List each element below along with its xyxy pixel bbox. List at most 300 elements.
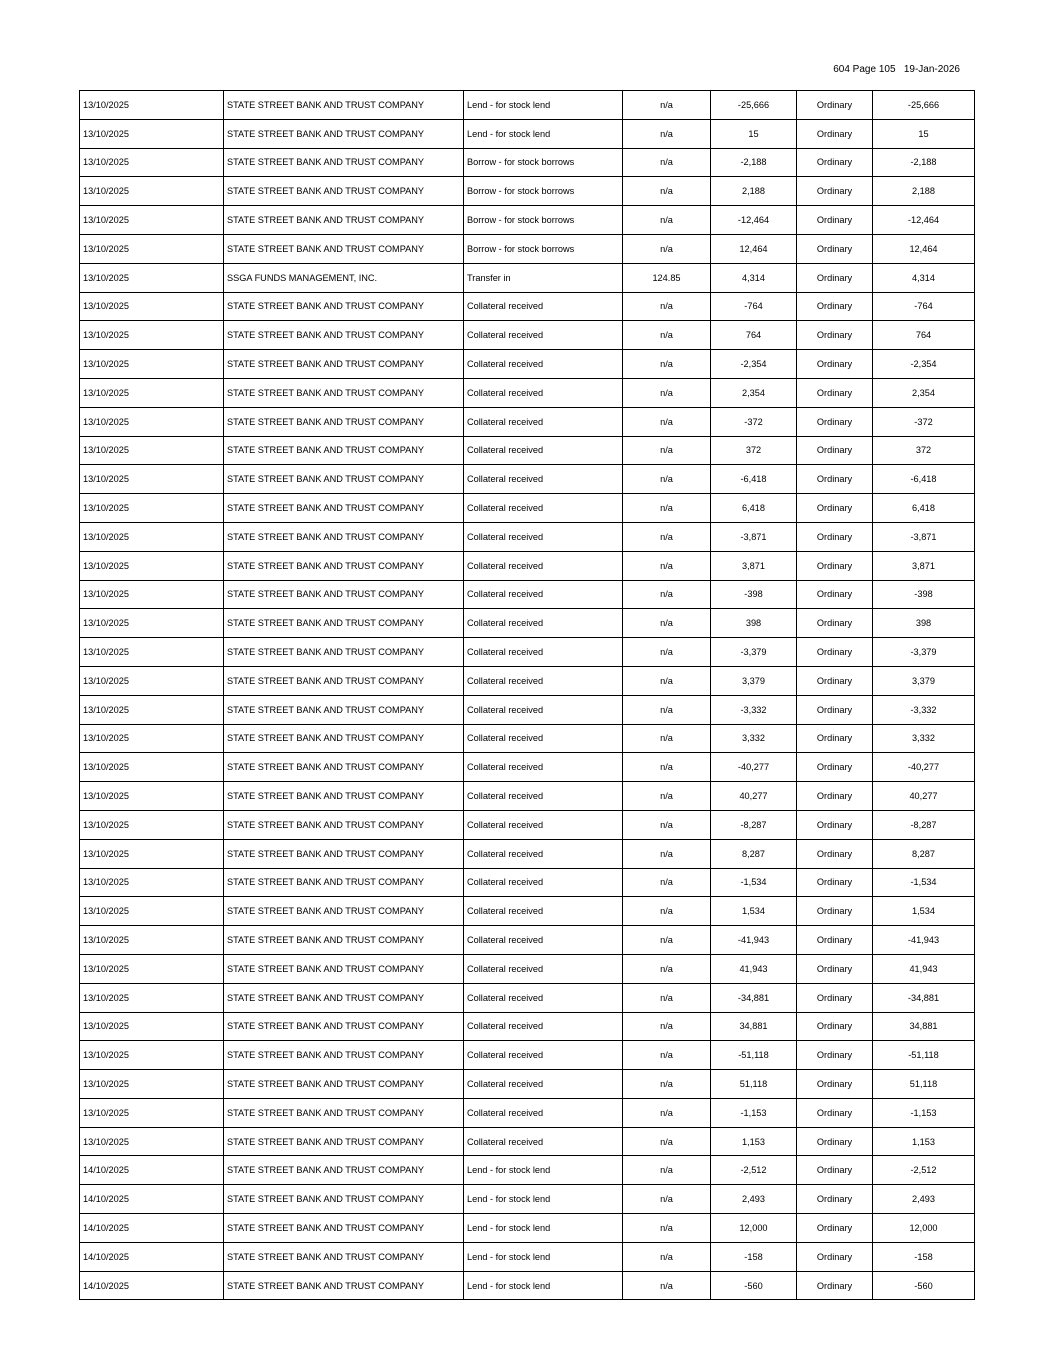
nature-cell: Borrow - for stock borrows <box>464 234 623 263</box>
date-cell: 14/10/2025 <box>80 1156 224 1185</box>
date-cell: 13/10/2025 <box>80 494 224 523</box>
table-row <box>80 1098 975 1127</box>
nature-cell: Collateral received <box>464 1098 623 1127</box>
table-row <box>80 1041 975 1070</box>
holder-cell: STATE STREET BANK AND TRUST COMPANY <box>224 1041 464 1070</box>
quantity-cell: -2,354 <box>711 350 797 379</box>
table-row <box>80 954 975 983</box>
votes-cell: -25,666 <box>873 91 975 120</box>
consideration-cell: n/a <box>623 378 711 407</box>
table-row <box>80 782 975 811</box>
votes-cell: 1,153 <box>873 1127 975 1156</box>
consideration-cell: n/a <box>623 1127 711 1156</box>
class-cell: Ordinary <box>797 436 873 465</box>
holder-cell: STATE STREET BANK AND TRUST COMPANY <box>224 782 464 811</box>
holder-cell: STATE STREET BANK AND TRUST COMPANY <box>224 810 464 839</box>
quantity-cell: -25,666 <box>711 91 797 120</box>
consideration-cell: n/a <box>623 1070 711 1099</box>
votes-cell: 398 <box>873 609 975 638</box>
class-cell: Ordinary <box>797 148 873 177</box>
votes-cell: -51,118 <box>873 1041 975 1070</box>
quantity-cell: 15 <box>711 119 797 148</box>
class-cell: Ordinary <box>797 638 873 667</box>
quantity-cell: -3,379 <box>711 638 797 667</box>
nature-cell: Collateral received <box>464 407 623 436</box>
table-row <box>80 350 975 379</box>
quantity-cell: -34,881 <box>711 983 797 1012</box>
votes-cell: -2,188 <box>873 148 975 177</box>
date-cell: 13/10/2025 <box>80 1041 224 1070</box>
table-row <box>80 1185 975 1214</box>
consideration-cell: n/a <box>623 1185 711 1214</box>
table-row <box>80 1070 975 1099</box>
votes-cell: 3,332 <box>873 724 975 753</box>
quantity-cell: -3,871 <box>711 522 797 551</box>
class-cell: Ordinary <box>797 1127 873 1156</box>
quantity-cell: 3,332 <box>711 724 797 753</box>
class-cell: Ordinary <box>797 1070 873 1099</box>
votes-cell: -764 <box>873 292 975 321</box>
class-cell: Ordinary <box>797 954 873 983</box>
date-cell: 14/10/2025 <box>80 1271 224 1300</box>
table-row <box>80 724 975 753</box>
quantity-cell: 1,534 <box>711 897 797 926</box>
quantity-cell: -8,287 <box>711 810 797 839</box>
holder-cell: STATE STREET BANK AND TRUST COMPANY <box>224 724 464 753</box>
date-cell: 13/10/2025 <box>80 407 224 436</box>
table-row <box>80 638 975 667</box>
consideration-cell: n/a <box>623 234 711 263</box>
date-cell: 13/10/2025 <box>80 983 224 1012</box>
class-cell: Ordinary <box>797 753 873 782</box>
holder-cell: STATE STREET BANK AND TRUST COMPANY <box>224 839 464 868</box>
nature-cell: Lend - for stock lend <box>464 1242 623 1271</box>
quantity-cell: -158 <box>711 1242 797 1271</box>
date-cell: 13/10/2025 <box>80 177 224 206</box>
holder-cell: STATE STREET BANK AND TRUST COMPANY <box>224 1156 464 1185</box>
table-row <box>80 1156 975 1185</box>
quantity-cell: -51,118 <box>711 1041 797 1070</box>
consideration-cell: n/a <box>623 465 711 494</box>
quantity-cell: 764 <box>711 321 797 350</box>
table-row <box>80 839 975 868</box>
votes-cell: 764 <box>873 321 975 350</box>
nature-cell: Collateral received <box>464 724 623 753</box>
date-cell: 13/10/2025 <box>80 148 224 177</box>
consideration-cell: n/a <box>623 551 711 580</box>
votes-cell: 41,943 <box>873 954 975 983</box>
nature-cell: Collateral received <box>464 810 623 839</box>
quantity-cell: -12,464 <box>711 206 797 235</box>
date-cell: 13/10/2025 <box>80 695 224 724</box>
table-row <box>80 1127 975 1156</box>
holder-cell: STATE STREET BANK AND TRUST COMPANY <box>224 321 464 350</box>
quantity-cell: -1,153 <box>711 1098 797 1127</box>
table-row <box>80 753 975 782</box>
votes-cell: -12,464 <box>873 206 975 235</box>
table-row <box>80 465 975 494</box>
nature-cell: Collateral received <box>464 983 623 1012</box>
holder-cell: STATE STREET BANK AND TRUST COMPANY <box>224 206 464 235</box>
table-row <box>80 436 975 465</box>
votes-cell: 12,464 <box>873 234 975 263</box>
consideration-cell: n/a <box>623 1012 711 1041</box>
nature-cell: Collateral received <box>464 292 623 321</box>
date-cell: 13/10/2025 <box>80 321 224 350</box>
holder-cell: STATE STREET BANK AND TRUST COMPANY <box>224 407 464 436</box>
quantity-cell: 6,418 <box>711 494 797 523</box>
table-row <box>80 292 975 321</box>
date-cell: 13/10/2025 <box>80 234 224 263</box>
votes-cell: -3,332 <box>873 695 975 724</box>
table-row <box>80 868 975 897</box>
class-cell: Ordinary <box>797 551 873 580</box>
consideration-cell: n/a <box>623 177 711 206</box>
date-cell: 13/10/2025 <box>80 926 224 955</box>
nature-cell: Lend - for stock lend <box>464 119 623 148</box>
date-cell: 13/10/2025 <box>80 378 224 407</box>
date-cell: 13/10/2025 <box>80 119 224 148</box>
nature-cell: Collateral received <box>464 753 623 782</box>
date-cell: 13/10/2025 <box>80 580 224 609</box>
votes-cell: 12,000 <box>873 1214 975 1243</box>
consideration-cell: 124.85 <box>623 263 711 292</box>
quantity-cell: -764 <box>711 292 797 321</box>
nature-cell: Lend - for stock lend <box>464 1156 623 1185</box>
nature-cell: Collateral received <box>464 666 623 695</box>
consideration-cell: n/a <box>623 695 711 724</box>
consideration-cell: n/a <box>623 983 711 1012</box>
consideration-cell: n/a <box>623 580 711 609</box>
quantity-cell: -1,534 <box>711 868 797 897</box>
consideration-cell: n/a <box>623 494 711 523</box>
quantity-cell: 40,277 <box>711 782 797 811</box>
holder-cell: STATE STREET BANK AND TRUST COMPANY <box>224 868 464 897</box>
votes-cell: 372 <box>873 436 975 465</box>
quantity-cell: 1,153 <box>711 1127 797 1156</box>
consideration-cell: n/a <box>623 810 711 839</box>
consideration-cell: n/a <box>623 1242 711 1271</box>
date-cell: 13/10/2025 <box>80 954 224 983</box>
class-cell: Ordinary <box>797 724 873 753</box>
date-cell: 13/10/2025 <box>80 1127 224 1156</box>
holder-cell: STATE STREET BANK AND TRUST COMPANY <box>224 580 464 609</box>
table-row <box>80 666 975 695</box>
nature-cell: Collateral received <box>464 378 623 407</box>
date-cell: 13/10/2025 <box>80 350 224 379</box>
date-cell: 13/10/2025 <box>80 263 224 292</box>
consideration-cell: n/a <box>623 1156 711 1185</box>
date-cell: 13/10/2025 <box>80 839 224 868</box>
class-cell: Ordinary <box>797 522 873 551</box>
holder-cell: STATE STREET BANK AND TRUST COMPANY <box>224 753 464 782</box>
quantity-cell: 398 <box>711 609 797 638</box>
holder-cell: STATE STREET BANK AND TRUST COMPANY <box>224 1214 464 1243</box>
consideration-cell: n/a <box>623 206 711 235</box>
votes-cell: 3,871 <box>873 551 975 580</box>
nature-cell: Collateral received <box>464 1012 623 1041</box>
votes-cell: -8,287 <box>873 810 975 839</box>
quantity-cell: 51,118 <box>711 1070 797 1099</box>
nature-cell: Borrow - for stock borrows <box>464 206 623 235</box>
table-row <box>80 1012 975 1041</box>
date-cell: 13/10/2025 <box>80 1098 224 1127</box>
table-row <box>80 926 975 955</box>
class-cell: Ordinary <box>797 868 873 897</box>
quantity-cell: 12,464 <box>711 234 797 263</box>
date-cell: 13/10/2025 <box>80 782 224 811</box>
votes-cell: 51,118 <box>873 1070 975 1099</box>
holder-cell: STATE STREET BANK AND TRUST COMPANY <box>224 638 464 667</box>
quantity-cell: -398 <box>711 580 797 609</box>
nature-cell: Collateral received <box>464 522 623 551</box>
class-cell: Ordinary <box>797 782 873 811</box>
holder-cell: STATE STREET BANK AND TRUST COMPANY <box>224 234 464 263</box>
votes-cell: 1,534 <box>873 897 975 926</box>
consideration-cell: n/a <box>623 666 711 695</box>
nature-cell: Transfer in <box>464 263 623 292</box>
class-cell: Ordinary <box>797 666 873 695</box>
votes-cell: -398 <box>873 580 975 609</box>
quantity-cell: -2,188 <box>711 148 797 177</box>
date-cell: 14/10/2025 <box>80 1185 224 1214</box>
table-row <box>80 1271 975 1300</box>
class-cell: Ordinary <box>797 695 873 724</box>
nature-cell: Lend - for stock lend <box>464 91 623 120</box>
nature-cell: Collateral received <box>464 436 623 465</box>
quantity-cell: 3,379 <box>711 666 797 695</box>
votes-cell: 34,881 <box>873 1012 975 1041</box>
class-cell: Ordinary <box>797 1098 873 1127</box>
class-cell: Ordinary <box>797 234 873 263</box>
votes-cell: -6,418 <box>873 465 975 494</box>
consideration-cell: n/a <box>623 1214 711 1243</box>
nature-cell: Borrow - for stock borrows <box>464 148 623 177</box>
holder-cell: STATE STREET BANK AND TRUST COMPANY <box>224 926 464 955</box>
quantity-cell: -560 <box>711 1271 797 1300</box>
table-row <box>80 609 975 638</box>
transactions-table <box>79 90 975 1300</box>
table-row <box>80 551 975 580</box>
nature-cell: Collateral received <box>464 868 623 897</box>
table-row <box>80 494 975 523</box>
consideration-cell: n/a <box>623 839 711 868</box>
holder-cell: STATE STREET BANK AND TRUST COMPANY <box>224 666 464 695</box>
quantity-cell: 41,943 <box>711 954 797 983</box>
holder-cell: SSGA FUNDS MANAGEMENT, INC. <box>224 263 464 292</box>
holder-cell: STATE STREET BANK AND TRUST COMPANY <box>224 177 464 206</box>
quantity-cell: -40,277 <box>711 753 797 782</box>
votes-cell: -2,354 <box>873 350 975 379</box>
table-row <box>80 321 975 350</box>
consideration-cell: n/a <box>623 1041 711 1070</box>
table-body <box>80 91 975 1300</box>
consideration-cell: n/a <box>623 436 711 465</box>
consideration-cell: n/a <box>623 897 711 926</box>
date-cell: 13/10/2025 <box>80 666 224 695</box>
date-cell: 13/10/2025 <box>80 1070 224 1099</box>
consideration-cell: n/a <box>623 1098 711 1127</box>
table-row <box>80 234 975 263</box>
class-cell: Ordinary <box>797 91 873 120</box>
holder-cell: STATE STREET BANK AND TRUST COMPANY <box>224 1185 464 1214</box>
table-row <box>80 148 975 177</box>
holder-cell: STATE STREET BANK AND TRUST COMPANY <box>224 91 464 120</box>
consideration-cell: n/a <box>623 91 711 120</box>
class-cell: Ordinary <box>797 926 873 955</box>
nature-cell: Collateral received <box>464 782 623 811</box>
votes-cell: 40,277 <box>873 782 975 811</box>
date-cell: 13/10/2025 <box>80 522 224 551</box>
date-cell: 13/10/2025 <box>80 206 224 235</box>
holder-cell: STATE STREET BANK AND TRUST COMPANY <box>224 119 464 148</box>
table-row <box>80 206 975 235</box>
quantity-cell: 4,314 <box>711 263 797 292</box>
class-cell: Ordinary <box>797 1214 873 1243</box>
nature-cell: Collateral received <box>464 1127 623 1156</box>
votes-cell: -3,379 <box>873 638 975 667</box>
table-row <box>80 91 975 120</box>
class-cell: Ordinary <box>797 897 873 926</box>
class-cell: Ordinary <box>797 810 873 839</box>
nature-cell: Lend - for stock lend <box>464 1185 623 1214</box>
votes-cell: 6,418 <box>873 494 975 523</box>
consideration-cell: n/a <box>623 782 711 811</box>
date-cell: 14/10/2025 <box>80 1214 224 1243</box>
consideration-cell: n/a <box>623 1271 711 1300</box>
date-cell: 14/10/2025 <box>80 1242 224 1271</box>
table-row <box>80 695 975 724</box>
class-cell: Ordinary <box>797 465 873 494</box>
votes-cell: 4,314 <box>873 263 975 292</box>
class-cell: Ordinary <box>797 580 873 609</box>
quantity-cell: 2,188 <box>711 177 797 206</box>
class-cell: Ordinary <box>797 1242 873 1271</box>
votes-cell: -41,943 <box>873 926 975 955</box>
consideration-cell: n/a <box>623 954 711 983</box>
quantity-cell: 12,000 <box>711 1214 797 1243</box>
table-row <box>80 983 975 1012</box>
holder-cell: STATE STREET BANK AND TRUST COMPANY <box>224 983 464 1012</box>
class-cell: Ordinary <box>797 839 873 868</box>
page-header: 604 Page 105 19-Jan-2026 <box>833 64 960 75</box>
nature-cell: Collateral received <box>464 1041 623 1070</box>
date-cell: 13/10/2025 <box>80 868 224 897</box>
table-row <box>80 263 975 292</box>
class-cell: Ordinary <box>797 119 873 148</box>
votes-cell: -1,153 <box>873 1098 975 1127</box>
date-cell: 13/10/2025 <box>80 897 224 926</box>
nature-cell: Collateral received <box>464 321 623 350</box>
quantity-cell: 3,871 <box>711 551 797 580</box>
votes-cell: -372 <box>873 407 975 436</box>
class-cell: Ordinary <box>797 292 873 321</box>
holder-cell: STATE STREET BANK AND TRUST COMPANY <box>224 609 464 638</box>
holder-cell: STATE STREET BANK AND TRUST COMPANY <box>224 1271 464 1300</box>
consideration-cell: n/a <box>623 148 711 177</box>
holder-cell: STATE STREET BANK AND TRUST COMPANY <box>224 436 464 465</box>
class-cell: Ordinary <box>797 1185 873 1214</box>
class-cell: Ordinary <box>797 609 873 638</box>
consideration-cell: n/a <box>623 868 711 897</box>
consideration-cell: n/a <box>623 119 711 148</box>
table-row <box>80 897 975 926</box>
holder-cell: STATE STREET BANK AND TRUST COMPANY <box>224 1098 464 1127</box>
holder-cell: STATE STREET BANK AND TRUST COMPANY <box>224 494 464 523</box>
table-row <box>80 378 975 407</box>
holder-cell: STATE STREET BANK AND TRUST COMPANY <box>224 292 464 321</box>
consideration-cell: n/a <box>623 724 711 753</box>
consideration-cell: n/a <box>623 407 711 436</box>
table-row <box>80 522 975 551</box>
nature-cell: Collateral received <box>464 580 623 609</box>
votes-cell: -1,534 <box>873 868 975 897</box>
votes-cell: 2,188 <box>873 177 975 206</box>
quantity-cell: -6,418 <box>711 465 797 494</box>
nature-cell: Collateral received <box>464 897 623 926</box>
holder-cell: STATE STREET BANK AND TRUST COMPANY <box>224 695 464 724</box>
nature-cell: Collateral received <box>464 551 623 580</box>
votes-cell: 2,493 <box>873 1185 975 1214</box>
date-cell: 13/10/2025 <box>80 292 224 321</box>
class-cell: Ordinary <box>797 1156 873 1185</box>
class-cell: Ordinary <box>797 494 873 523</box>
nature-cell: Collateral received <box>464 465 623 494</box>
votes-cell: 15 <box>873 119 975 148</box>
holder-cell: STATE STREET BANK AND TRUST COMPANY <box>224 378 464 407</box>
table-row <box>80 810 975 839</box>
votes-cell: 8,287 <box>873 839 975 868</box>
nature-cell: Collateral received <box>464 350 623 379</box>
nature-cell: Lend - for stock lend <box>464 1214 623 1243</box>
nature-cell: Collateral received <box>464 638 623 667</box>
holder-cell: STATE STREET BANK AND TRUST COMPANY <box>224 465 464 494</box>
table-row <box>80 1214 975 1243</box>
table-row <box>80 580 975 609</box>
date-cell: 13/10/2025 <box>80 753 224 782</box>
nature-cell: Collateral received <box>464 695 623 724</box>
class-cell: Ordinary <box>797 1012 873 1041</box>
class-cell: Ordinary <box>797 350 873 379</box>
quantity-cell: 2,493 <box>711 1185 797 1214</box>
date-cell: 13/10/2025 <box>80 810 224 839</box>
consideration-cell: n/a <box>623 753 711 782</box>
nature-cell: Borrow - for stock borrows <box>464 177 623 206</box>
class-cell: Ordinary <box>797 263 873 292</box>
consideration-cell: n/a <box>623 350 711 379</box>
quantity-cell: 8,287 <box>711 839 797 868</box>
holder-cell: STATE STREET BANK AND TRUST COMPANY <box>224 350 464 379</box>
holder-cell: STATE STREET BANK AND TRUST COMPANY <box>224 551 464 580</box>
holder-cell: STATE STREET BANK AND TRUST COMPANY <box>224 954 464 983</box>
quantity-cell: 2,354 <box>711 378 797 407</box>
class-cell: Ordinary <box>797 206 873 235</box>
holder-cell: STATE STREET BANK AND TRUST COMPANY <box>224 1127 464 1156</box>
votes-cell: -560 <box>873 1271 975 1300</box>
consideration-cell: n/a <box>623 292 711 321</box>
table-row <box>80 119 975 148</box>
date-cell: 13/10/2025 <box>80 1012 224 1041</box>
class-cell: Ordinary <box>797 321 873 350</box>
table-row <box>80 177 975 206</box>
consideration-cell: n/a <box>623 609 711 638</box>
quantity-cell: -3,332 <box>711 695 797 724</box>
holder-cell: STATE STREET BANK AND TRUST COMPANY <box>224 1070 464 1099</box>
consideration-cell: n/a <box>623 522 711 551</box>
votes-cell: 2,354 <box>873 378 975 407</box>
nature-cell: Collateral received <box>464 926 623 955</box>
holder-cell: STATE STREET BANK AND TRUST COMPANY <box>224 1012 464 1041</box>
